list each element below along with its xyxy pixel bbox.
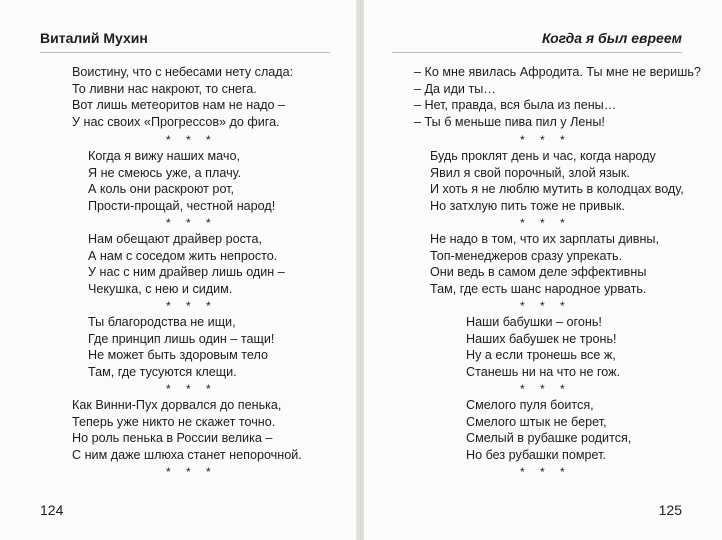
poem-stanza [72,397,302,463]
poem-line: Ну а если тронешь все ж, [466,348,616,363]
poem-line: Прости-прощай, честной народ! [88,198,276,213]
poem-line: Я не смеюсь уже, а плачу. [88,165,242,180]
poem-stanza [414,64,701,130]
header-rule [392,52,682,53]
poem-line: Смелый в рубашке родится, [466,431,632,446]
poem-line: Где принцип лишь один – тащи! [88,331,275,346]
poem-stanza [88,148,275,214]
stanza-separator: * * * [166,382,217,396]
poem-line: – Нет, правда, вся была из пены… [414,98,617,113]
poem-line: А коль они раскроют рот, [88,182,235,197]
stanza-separator: * * * [520,382,571,396]
stanza-separator: * * * [166,216,217,230]
poem-line: Смелого штык не берет, [466,414,607,429]
poem-line: Смелого пуля боится, [466,398,594,412]
poem-line: Там, где тусуются клещи. [88,364,237,379]
poem-line: Наших бабушек не тронь! [466,331,617,346]
stanza-separator: * * * [166,299,217,313]
right-page [364,0,722,540]
poem-stanza [430,231,659,297]
poem-line: – Ко мне явилась Афродита. Ты мне не веришь? [414,65,701,79]
poem-line: Явил я свой порочный, злой язык. [430,165,630,180]
poem-line: Чекушка, с нею и сидим. [88,281,233,296]
stanza-separator: * * * [520,216,571,230]
poem-stanza [466,314,620,380]
page-number: 125 [658,502,682,518]
poem-line: Топ-менеджеров сразу упрекать. [430,248,623,263]
poem-stanza [466,397,631,463]
poem-line: Вот лишь метеоритов нам не надо – [72,98,286,113]
stanza-separator: * * * [520,299,571,313]
poem-line: Не может быть здоровым тело [88,348,268,363]
stanza-separator: * * * [166,133,217,147]
poem-line: То ливни нас накроют, то снега. [72,81,257,96]
poem-line: – Ты б меньше пива пил у Лены! [414,114,605,129]
poem-line: Когда я вижу наших мачо, [88,149,240,163]
poem-line: Но роль пенька в России велика – [72,431,273,446]
poem-line: Как Винни-Пух дорвался до пенька, [72,398,282,412]
poem-line: Нам обещают драйвер роста, [88,232,263,246]
running-head-author: Виталий Мухин [40,30,148,46]
poem-stanza [88,231,285,297]
poem-stanza [430,148,684,214]
stanza-separator: * * * [520,465,571,479]
poem-line: Воистину, что с небесами нету слада: [72,65,294,79]
poem-line: И хоть я не люблю мутить в колодцах воду, [430,182,684,197]
poem-line: У нас своих «Прогрессов» до фига. [72,114,280,129]
left-page [0,0,358,540]
poem-line: С ним даже шлюха станет непорочной. [72,447,302,462]
poem-line: Будь проклят день и час, когда народу [430,149,656,163]
stanza-separator: * * * [166,465,217,479]
poem-line: Но затхлую пить тоже не привык. [430,198,625,213]
poem-line: Но без рубашки помрет. [466,447,606,462]
page-number: 124 [40,502,64,518]
poem-stanza [88,314,274,380]
poem-line: Не надо в том, что их зарплаты дивны, [430,232,659,246]
poem-line: У нас с ним драйвер лишь один – [88,265,285,280]
poem-line: Там, где есть шанс народное урвать. [430,281,647,296]
poem-line: А нам с соседом жить непросто. [88,248,278,263]
poem-line: – Да иди ты… [414,81,496,96]
running-head-title: Когда я был евреем [542,30,682,46]
poem-line: Теперь уже никто не скажет точно. [72,414,276,429]
poem-line: Ты благородства не ищи, [88,315,236,329]
poem-line: Они ведь в самом деле эффективны [430,265,647,280]
poem-stanza [72,64,293,130]
stanza-separator: * * * [520,133,571,147]
header-rule [40,52,330,53]
poem-line: Станешь ни на что не гож. [466,364,621,379]
poem-line: Наши бабушки – огонь! [466,315,602,329]
